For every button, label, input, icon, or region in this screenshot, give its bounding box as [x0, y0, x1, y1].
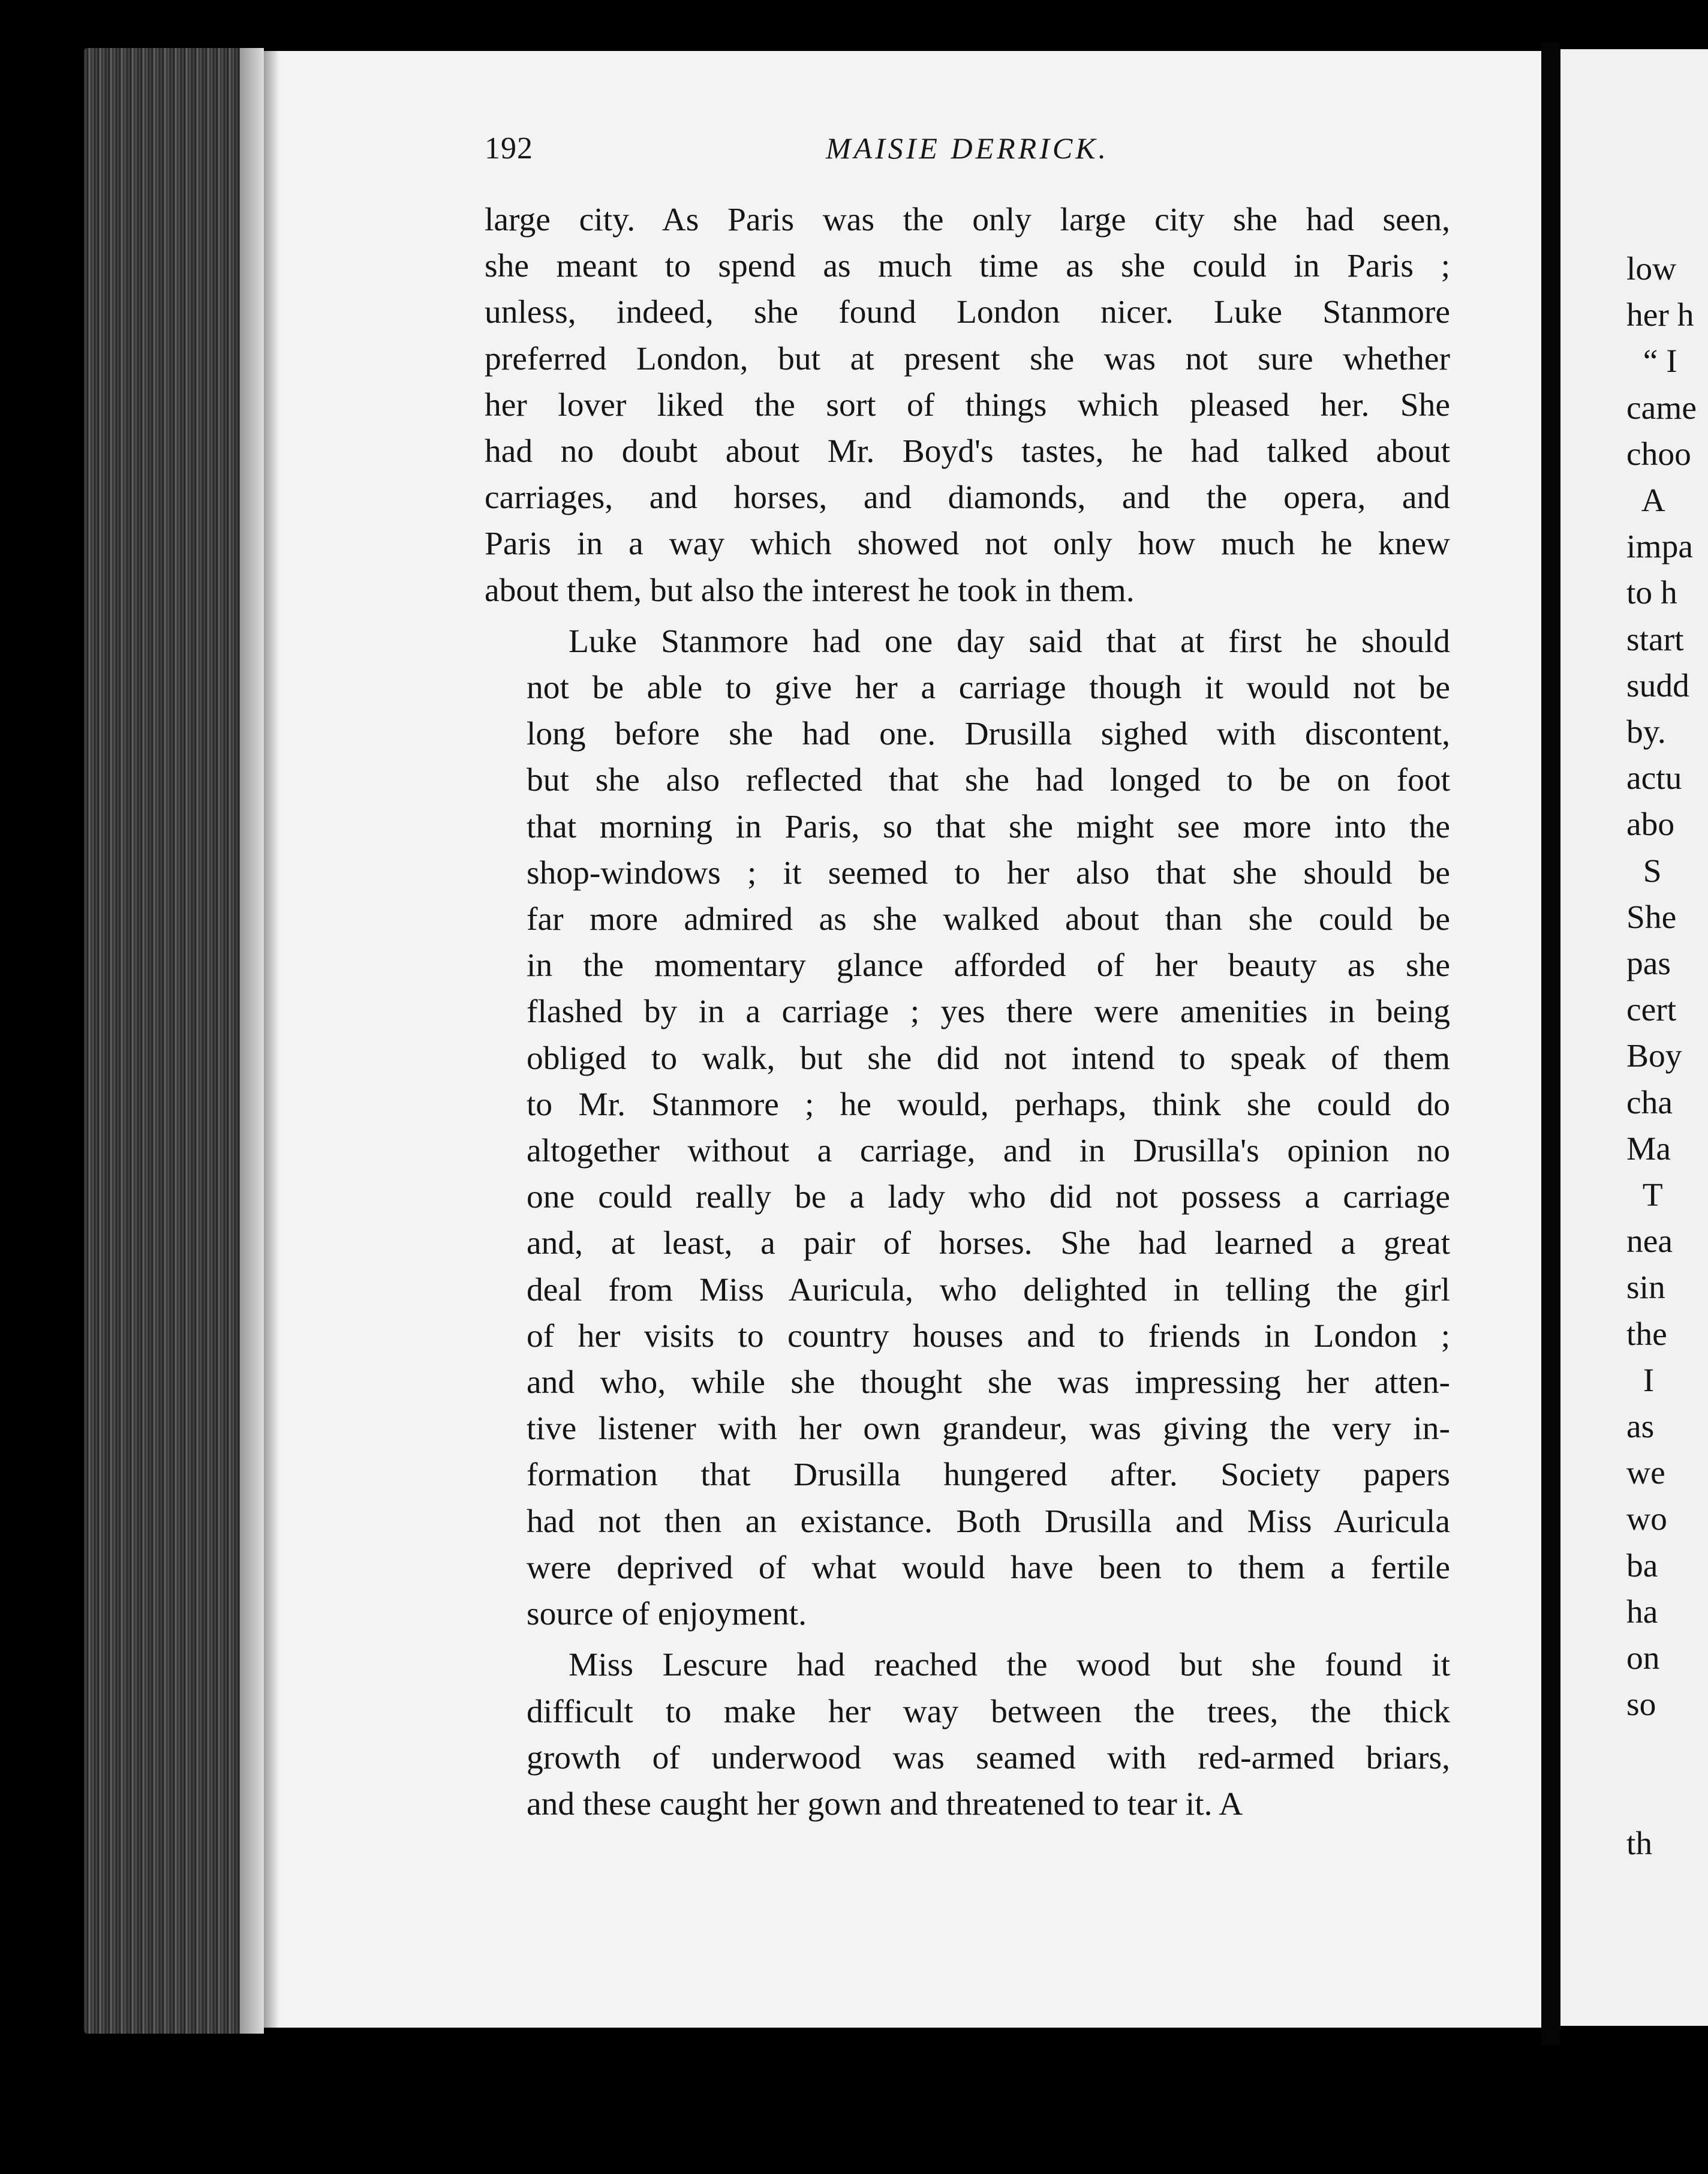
paragraph: [485, 618, 1450, 1637]
text-line: flashed by in a carriage ; yes there were amenities in being: [527, 993, 1450, 1031]
paragraph: [485, 197, 1450, 614]
text-line: unless, indeed, she found London nicer. Luke Stanmore: [485, 294, 1450, 331]
text-line: obliged to walk, but she did not intend to speak of them: [527, 1040, 1450, 1077]
text-line: were deprived of what would have been to them a fertile: [527, 1549, 1450, 1586]
right-page-line: impa: [1626, 529, 1693, 566]
right-page-line: th: [1626, 1825, 1653, 1862]
text-line: source of enjoyment.: [527, 1596, 807, 1633]
text-line: one could really be a lady who did not possess a carriage: [527, 1179, 1450, 1216]
right-page-line: came: [1626, 389, 1697, 427]
text-line: in the momentary glance afforded of her beauty as she: [527, 947, 1450, 984]
right-page-line: by.: [1626, 714, 1666, 751]
text-line: Miss Lescure had reached the wood but she found it: [569, 1647, 1450, 1684]
text-line: her lover liked the sort of things which pleased her. She: [485, 386, 1450, 424]
right-page-line: so: [1626, 1686, 1656, 1723]
right-page-line: nea: [1626, 1223, 1673, 1260]
text-line: had not then an existance. Both Drusilla and Miss Auricula: [527, 1503, 1450, 1540]
right-page-line: choo: [1626, 436, 1691, 473]
right-page-line: Boy: [1626, 1038, 1682, 1075]
page-number: 192: [485, 131, 533, 166]
text-line: far more admired as she walked about than she could be: [527, 901, 1450, 938]
running-head: MAISIE DERRICK.: [825, 131, 1109, 165]
text-line: and, at least, a pair of horses. She had learned a great: [527, 1225, 1450, 1262]
text-line: difficult to make her way between the trees, the thick: [527, 1693, 1450, 1730]
right-page-line: S: [1626, 852, 1662, 890]
right-page-line: we: [1626, 1455, 1665, 1492]
text-line: deal from Miss Auricula, who delighted in telling the girl: [527, 1271, 1450, 1308]
right-page-line: cha: [1626, 1084, 1673, 1121]
text-line: shop-windows ; it seemed to her also that she should be: [527, 854, 1450, 891]
text-line: she meant to spend as much time as she could in Paris ;: [485, 248, 1450, 285]
right-page-line: on: [1626, 1640, 1660, 1677]
right-page-line: [1626, 1774, 1697, 1821]
right-page-line: “ I: [1626, 343, 1677, 380]
right-page-line: wo: [1626, 1501, 1667, 1538]
text-line: and who, while she thought she was impressing her atten-: [527, 1364, 1450, 1401]
text-line: preferred London, but at present she was not sure whether: [485, 340, 1450, 377]
right-page-line: as: [1626, 1409, 1655, 1446]
right-page-line: sin: [1626, 1269, 1665, 1307]
right-page-line: the: [1626, 1316, 1667, 1353]
text-line: altogether without a carriage, and in Drusilla's opinion no: [527, 1133, 1450, 1170]
right-page-line: [1626, 1728, 1697, 1774]
right-page-line: I: [1626, 1362, 1655, 1399]
right-page-line: low: [1626, 251, 1677, 287]
text-line: that morning in Paris, so that she might see more into the: [527, 808, 1450, 845]
right-page-line: abo: [1626, 806, 1675, 843]
text-line: and these caught her gown and threatened to tear it. A: [527, 1785, 1243, 1822]
right-page-line: her h: [1626, 297, 1694, 334]
right-page-text-fragments: [1626, 246, 1697, 1867]
right-page-line: actu: [1626, 760, 1682, 797]
text-line: to Mr. Stanmore ; he would, perhaps, think she could do: [527, 1086, 1450, 1123]
right-page-line: ba: [1626, 1547, 1658, 1584]
right-page-line: start: [1626, 621, 1684, 658]
text-line: about them, but also the interest he took in them.: [485, 572, 1135, 609]
text-line: tive listener with her own grandeur, was giving the very in-: [527, 1410, 1450, 1448]
book-gutter: [1541, 42, 1560, 2046]
right-page-line: ha: [1626, 1593, 1658, 1630]
right-page-line: A: [1626, 482, 1665, 520]
right-page-line: sudd: [1626, 667, 1689, 704]
right-page-line: cert: [1626, 992, 1677, 1029]
body-text: [485, 197, 1450, 1832]
right-page-line: She: [1626, 899, 1677, 936]
book-page-edges: [84, 48, 264, 2034]
text-line: of her visits to country houses and to friends in London ;: [527, 1317, 1450, 1355]
paragraph: [485, 1642, 1450, 1827]
text-line: carriages, and horses, and diamonds, and the opera, and: [485, 479, 1450, 517]
right-page-line: to h: [1626, 575, 1677, 612]
text-line: but she also reflected that she had longed to be on foot: [527, 762, 1450, 799]
text-line: had no doubt about Mr. Boyd's tastes, he had talked about: [485, 433, 1450, 470]
right-page: [1560, 49, 1708, 2026]
text-line: Paris in a way which showed not only how much he knew: [485, 526, 1450, 563]
right-page-line: Ma: [1626, 1130, 1671, 1167]
page-header: [485, 131, 1450, 173]
text-line: growth of underwood was seamed with red-armed briars,: [527, 1739, 1450, 1776]
text-line: not be able to give her a carriage though it would not be: [527, 669, 1450, 707]
text-line: formation that Drusilla hungered after. Society papers: [527, 1457, 1450, 1494]
right-page-line: pas: [1626, 945, 1671, 983]
text-line: Luke Stanmore had one day said that at first he should: [569, 623, 1450, 660]
text-line: long before she had one. Drusilla sighed with discontent,: [527, 716, 1450, 753]
text-line: large city. As Paris was the only large city she had seen,: [485, 202, 1450, 238]
right-page-line: T: [1626, 1177, 1663, 1214]
